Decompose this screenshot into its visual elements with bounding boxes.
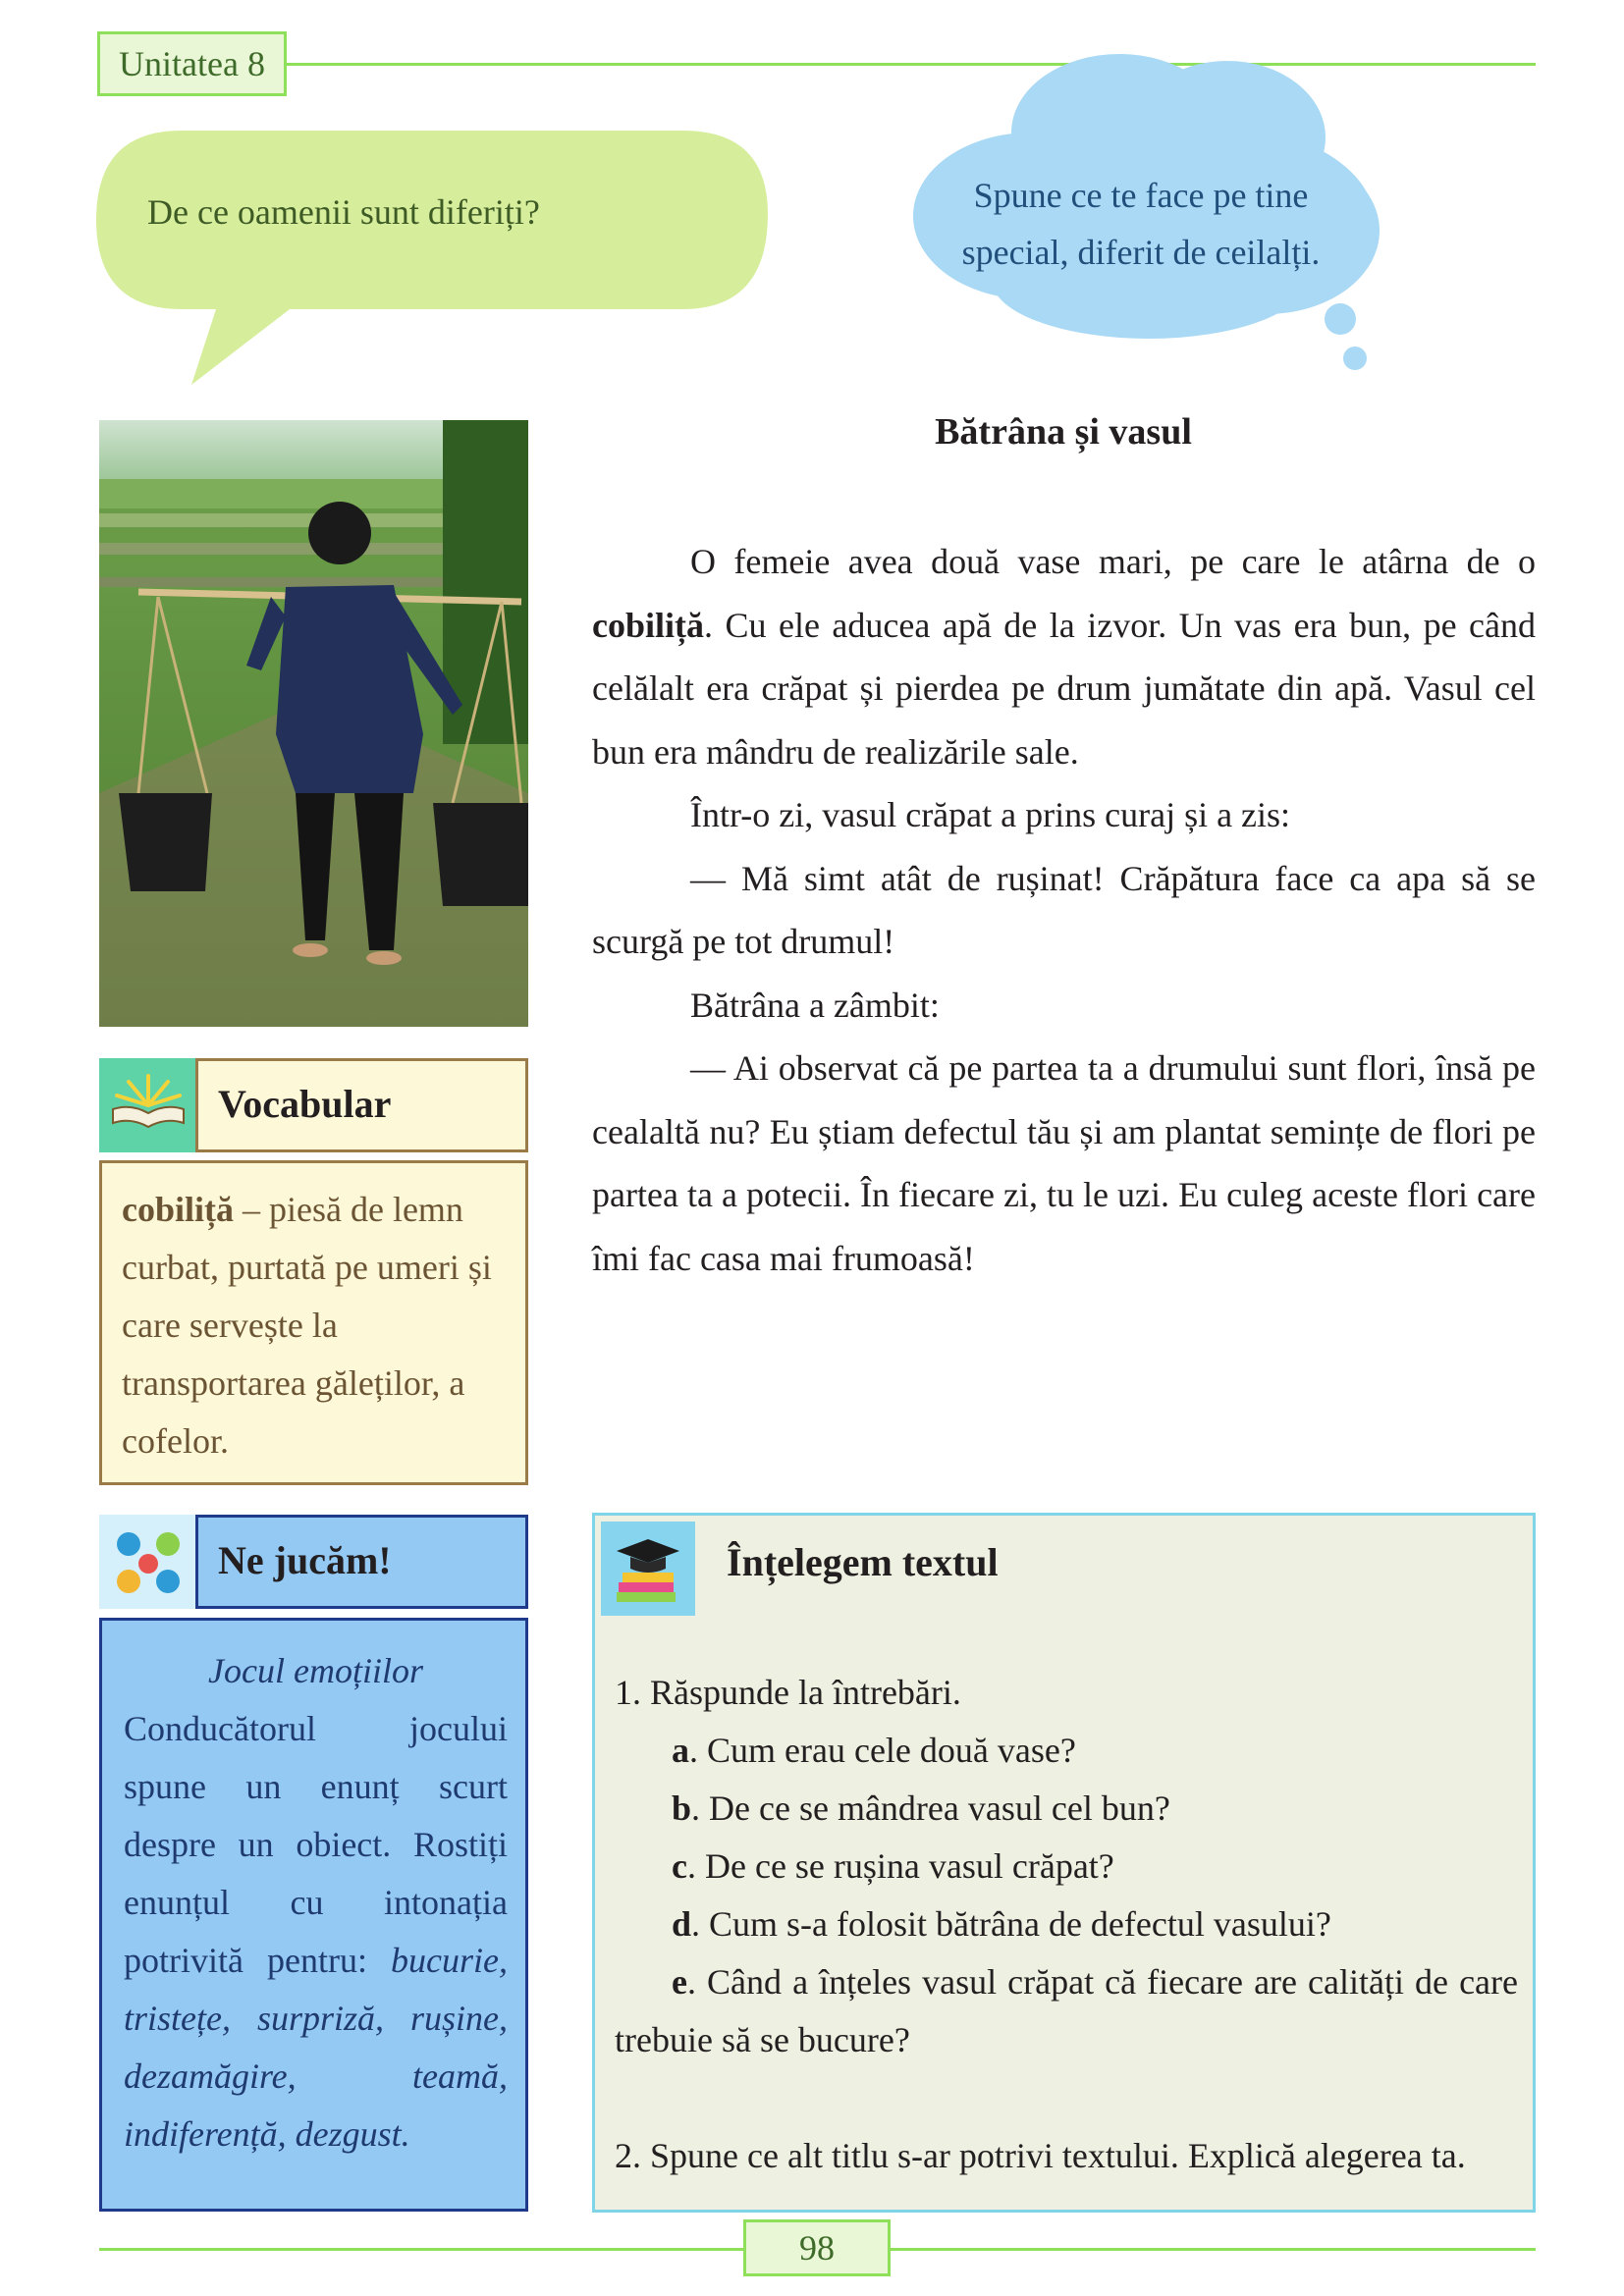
question-2: 2. Spune ce alt titlu s-ar potrivi textului. Explică alegerea ta.	[615, 2136, 1466, 2175]
story-paragraph-2: Într-o zi, vasul crăpat a prins curaj și a zis:	[690, 795, 1291, 834]
game-instructions: Conducătorul jocului spune un enunț scurt despre un obiect. Rostiți enunțul cu intonația potrivită pentru: bucurie, tristețe, surpriză, rușine, dezamăgire, teamă, indiferență, dezgust.	[124, 1709, 508, 2154]
question-1c: c. De ce se rușina vasul crăpat?	[672, 1846, 1114, 1886]
story-paragraph-1: O femeie avea două vase mari, pe care le atârna de o cobiliță. Cu ele aducea apă de la izvor. Un vas era bun, pe când celălalt era crăpat și pierdea pe drum jumătate din apă. Vasul cel bun era mândru de realizările sale.	[592, 542, 1536, 772]
unit-label: Unitatea 8	[97, 31, 287, 96]
photo-person-carrying-buckets	[99, 420, 528, 1027]
thought-cloud-line-1: Spune ce te face pe tine	[973, 176, 1309, 215]
graduation-books-icon	[601, 1522, 695, 1616]
question-1: 1. Răspunde la întrebări.	[615, 1673, 961, 1712]
page-number: 98	[743, 2219, 891, 2276]
story-title: Bătrâna și vasul	[935, 411, 1192, 453]
game-name: Jocul emoțiilor	[208, 1651, 423, 1690]
hands-icon	[99, 1515, 197, 1609]
story-paragraph-3: — Mă simt atât de rușinat! Crăpătura face ca apa să se scurgă pe tot drumul!	[592, 858, 1536, 961]
story-paragraph-4: Bătrâna a zâmbit:	[690, 985, 940, 1025]
vocabulary-term: cobiliță	[122, 1190, 234, 1229]
understanding-title: Înțelegem textul	[727, 1540, 999, 1584]
story-text	[592, 530, 1536, 1290]
vocabulary-definition: – piesă de lemn curbat, purtată pe umeri și care servește la transportarea găleților, a cofelor.	[122, 1190, 492, 1461]
story-paragraph-5: — Ai observat că pe partea ta a drumului sunt flori, însă pe cealaltă nu? Eu știam defectul tău și am plantat semințe de flori pe partea ta a potecii. În fiecare zi, tu le uzi. Eu culeg aceste flori care îmi fac casa mai frumoasă!	[592, 1048, 1536, 1278]
vocabulary-title: Vocabular	[195, 1058, 528, 1152]
question-1d: d. Cum s-a folosit bătrâna de defectul vasului?	[672, 1904, 1331, 1944]
question-1a: a. Cum erau cele două vase?	[672, 1731, 1076, 1770]
game-emotions: bucurie, tristețe, surpriză, rușine, dezamăgire, teamă, indiferență, dezgust.	[124, 1941, 508, 2154]
question-1b: b. De ce se mândrea vasul cel bun?	[672, 1789, 1170, 1828]
book-icon	[99, 1058, 197, 1152]
questions-list	[615, 1664, 1518, 2185]
vocabulary-box	[99, 1160, 528, 1485]
thought-cloud-line-2: special, diferit de ceilalți.	[961, 233, 1321, 272]
speech-bubble-text: De ce oamenii sunt diferiți?	[147, 192, 540, 232]
game-box	[99, 1618, 528, 2212]
question-1e: e. Când a înțeles vasul crăpat că fiecare are calități de care trebuie să se bucure?	[615, 1962, 1518, 2059]
game-title: Ne jucăm!	[195, 1515, 528, 1609]
story-keyword: cobiliță	[592, 605, 704, 645]
speech-bubble	[93, 128, 771, 388]
